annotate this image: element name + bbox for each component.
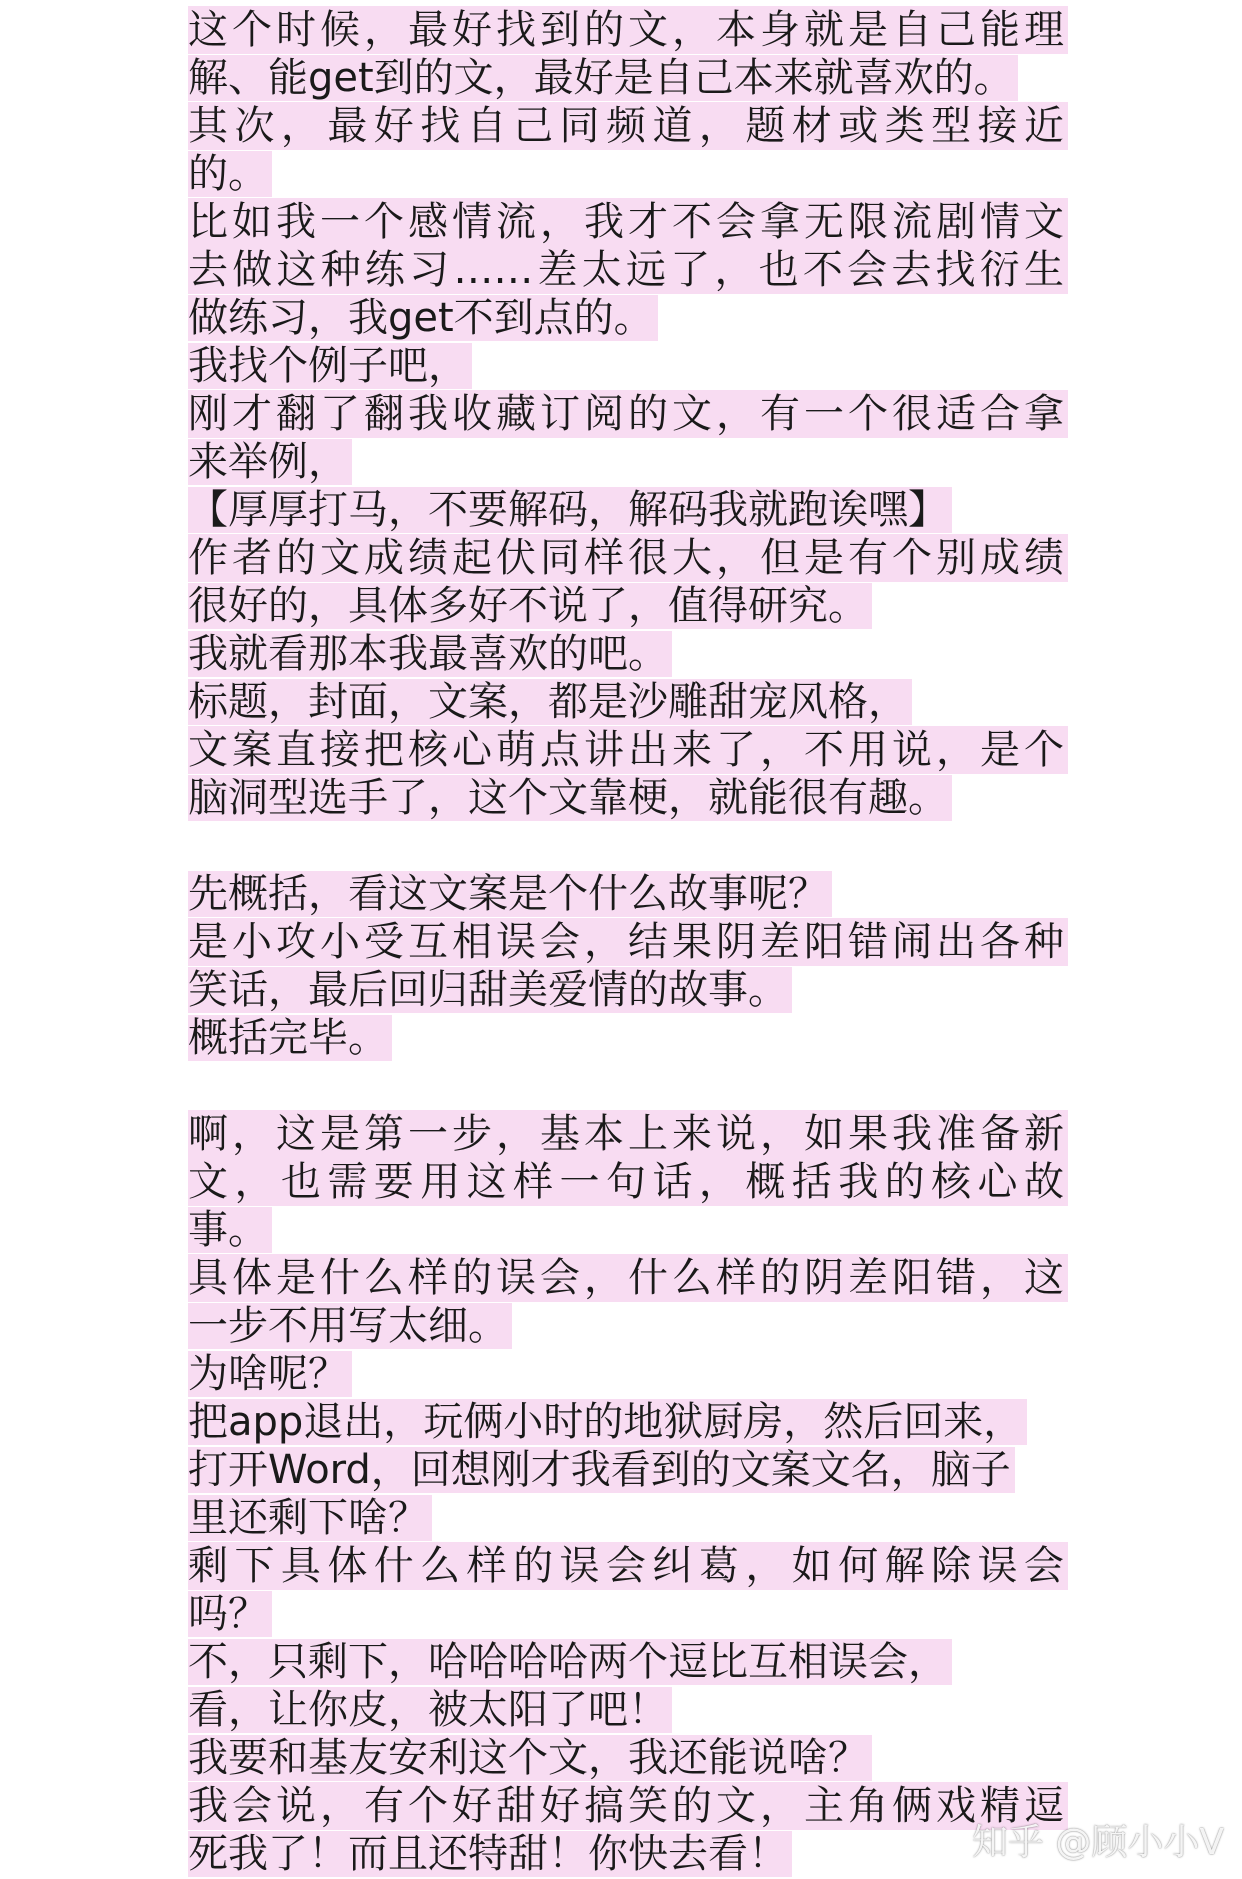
highlighted-text: 一步不用写太细。 (188, 1303, 512, 1349)
highlighted-text: 其次，最好找自己同频道，题材或类型接近 (188, 102, 1068, 150)
highlighted-text: 我就看那本我最喜欢的吧。 (188, 631, 672, 677)
text-line (188, 1398, 1068, 1446)
highlighted-text: 这个时候，最好找到的文，本身就是自己能理 (188, 6, 1068, 54)
text-line (188, 1158, 1068, 1206)
text-line (188, 1734, 1068, 1782)
highlighted-text: 打开Word，回想刚才我看到的文案文名，脑子 (188, 1447, 1015, 1493)
text-line (188, 1110, 1068, 1158)
text-line (188, 630, 1068, 678)
highlighted-text: 吗？ (188, 1591, 272, 1637)
text-line (188, 1638, 1068, 1686)
text-line (188, 246, 1068, 294)
text-line (188, 198, 1068, 246)
highlighted-text: 笑话，最后回归甜美爱情的故事。 (188, 967, 792, 1013)
highlighted-text: 文，也需要用这样一句话，概括我的核心故 (188, 1158, 1068, 1206)
highlighted-text: 里还剩下啥？ (188, 1495, 432, 1541)
highlighted-text: 脑洞型选手了，这个文靠梗，就能很有趣。 (188, 775, 952, 821)
text-line (188, 1446, 1068, 1494)
highlighted-text: 为啥呢？ (188, 1351, 352, 1397)
highlighted-text: 解、能get到的文，最好是自己本来就喜欢的。 (188, 55, 1018, 101)
text-line (188, 1830, 1068, 1878)
text-line (188, 918, 1068, 966)
text-line (188, 342, 1068, 390)
highlighted-text: 具体是什么样的误会，什么样的阴差阳错，这 (188, 1254, 1068, 1302)
text-line (188, 966, 1068, 1014)
highlighted-text: 啊，这是第一步，基本上来说，如果我准备新 (188, 1110, 1068, 1158)
highlighted-text: 去做这种练习……差太远了，也不会去找衍生 (188, 246, 1068, 294)
text-line (188, 294, 1068, 342)
text-line (188, 1686, 1068, 1734)
blank-line (188, 822, 1068, 870)
text-line (188, 678, 1068, 726)
zhihu-watermark: 知乎 @顾小小V (971, 1822, 1224, 1863)
text-line (188, 1206, 1068, 1254)
highlighted-text: 作者的文成绩起伏同样很大，但是有个别成绩 (188, 534, 1068, 582)
text-line (188, 1542, 1068, 1590)
blank-line (188, 1062, 1068, 1110)
text-line (188, 1494, 1068, 1542)
text-line (188, 438, 1068, 486)
highlighted-text: 标题，封面，文案，都是沙雕甜宠风格， (188, 679, 912, 725)
text-line (188, 534, 1068, 582)
highlighted-text: 不，只剩下，哈哈哈哈两个逗比互相误会， (188, 1639, 952, 1685)
text-line (188, 1254, 1068, 1302)
text-line (188, 1302, 1068, 1350)
highlighted-text: 先概括，看这文案是个什么故事呢？ (188, 871, 832, 917)
highlighted-text: 死我了！而且还特甜！你快去看！ (188, 1831, 792, 1877)
text-line (188, 1590, 1068, 1638)
highlighted-text: 很好的，具体多好不说了，值得研究。 (188, 583, 872, 629)
text-line (188, 390, 1068, 438)
text-line (188, 582, 1068, 630)
highlighted-text: 比如我一个感情流，我才不会拿无限流剧情文 (188, 198, 1068, 246)
text-line (188, 1014, 1068, 1062)
text-line (188, 870, 1068, 918)
text-line (188, 1350, 1068, 1398)
highlighted-text: 的。 (188, 151, 272, 197)
highlighted-text: 看，让你皮，被太阳了吧！ (188, 1687, 672, 1733)
highlighted-text: 剩下具体什么样的误会纠葛，如何解除误会 (188, 1542, 1068, 1590)
highlighted-text: 概括完毕。 (188, 1015, 392, 1061)
text-line (188, 150, 1068, 198)
highlighted-text: 做练习，我get不到点的。 (188, 295, 658, 341)
text-line (188, 102, 1068, 150)
text-line (188, 726, 1068, 774)
text-line (188, 486, 1068, 534)
text-line (188, 54, 1068, 102)
highlighted-text: 是小攻小受互相误会，结果阴差阳错闹出各种 (188, 918, 1068, 966)
highlighted-text: 我要和基友安利这个文，我还能说啥？ (188, 1735, 872, 1781)
text-line (188, 774, 1068, 822)
text-line (188, 1782, 1068, 1830)
highlighted-text: 文案直接把核心萌点讲出来了，不用说，是个 (188, 726, 1068, 774)
highlighted-text: 来举例， (188, 439, 352, 485)
highlighted-text: 把app退出，玩俩小时的地狱厨房，然后回来， (188, 1399, 1027, 1445)
highlighted-text: 事。 (188, 1207, 272, 1253)
text-line (188, 6, 1068, 54)
highlighted-text: 【厚厚打马，不要解码，解码我就跑诶嘿】 (188, 487, 952, 533)
highlighted-text: 我会说，有个好甜好搞笑的文，主角俩戏精逗 (188, 1782, 1068, 1830)
document-body (188, 6, 1068, 1878)
highlighted-text: 刚才翻了翻我收藏订阅的文，有一个很适合拿 (188, 390, 1068, 438)
highlighted-text: 我找个例子吧， (188, 343, 472, 389)
